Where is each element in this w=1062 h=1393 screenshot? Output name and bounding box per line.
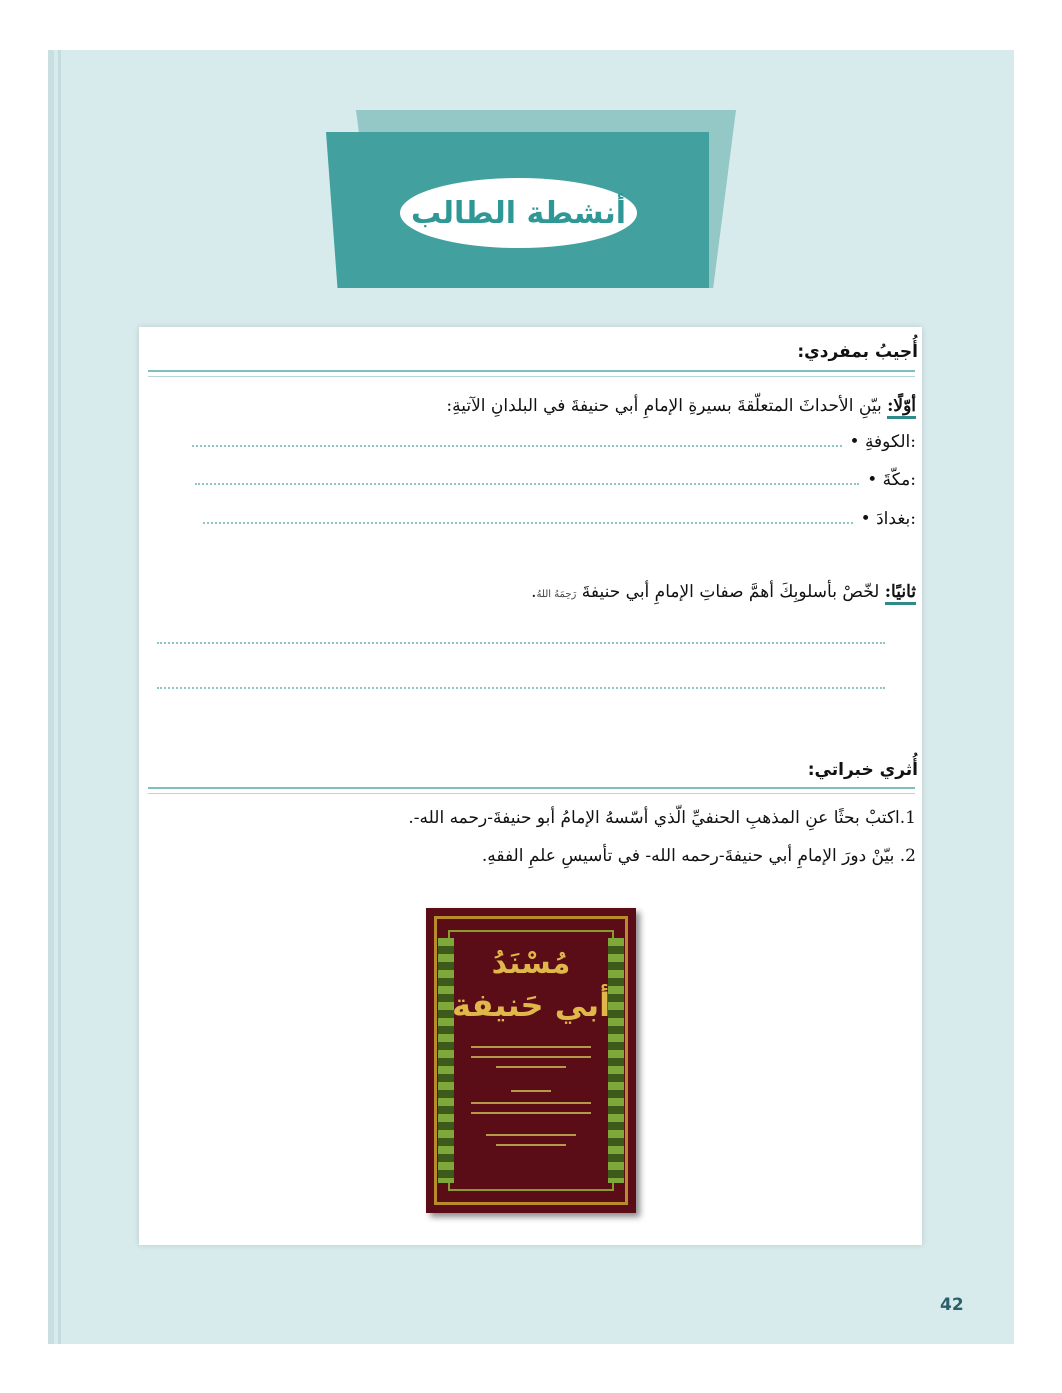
- banner-title: أنشطة الطالب: [411, 195, 626, 231]
- page-edge: [48, 50, 54, 1344]
- answer-line-traits-2[interactable]: [157, 687, 885, 689]
- answer-line-makkah[interactable]: [195, 482, 859, 485]
- question-1: [446, 396, 916, 416]
- page-number: 42: [940, 1295, 964, 1315]
- answer-row-makkah[interactable]: [195, 470, 916, 490]
- book-text-line: [471, 1102, 591, 1104]
- section-rule: [148, 370, 915, 377]
- answer-label-makkah: • مكّةَ:: [867, 470, 916, 490]
- enrich-item-2: 2. بيّنْ دورَ الإمامِ أبي حنيفةَ-رحمه الله- في تأسيسِ علمِ الفقهِ.: [481, 846, 916, 866]
- question-2: [531, 582, 916, 602]
- section-heading-enrich: أُثري خبراتي:: [807, 760, 918, 780]
- book-text-line: [471, 1112, 591, 1114]
- book-text-line: [511, 1090, 551, 1092]
- book-cover-image: [426, 908, 636, 1213]
- question-2-text: لخّصْ بأسلوبِكَ أهمَّ صفاتِ الإمامِ أبي حنيفةَ: [581, 582, 885, 602]
- honorific-text: رَحِمَهُ اللهُ: [536, 589, 577, 600]
- book-text-line: [496, 1144, 566, 1146]
- page-edge-inner: [58, 50, 61, 1344]
- answer-row-kufa[interactable]: [192, 432, 917, 452]
- answer-label-kufa: • الكوفةِ:: [849, 432, 916, 452]
- book-text-line: [471, 1056, 591, 1058]
- answer-label-baghdad: • بغدادَ:: [860, 509, 916, 529]
- book-text-line: [471, 1046, 591, 1048]
- answer-line-baghdad[interactable]: [203, 521, 853, 524]
- question-2-end: .: [531, 582, 537, 602]
- section-heading-solo: أُجيبُ بمفردي:: [797, 342, 918, 362]
- question-1-tag: أوّلًا:: [887, 396, 916, 419]
- book-title-line1: مُسْنَدُ: [491, 946, 571, 981]
- enrich-item-1: 1.اكتبْ بحثًا عنِ المذهبِ الحنفيِّ الّذي أسّسهُ الإمامُ أبو حنيفةَ-رحمه الله-.: [408, 808, 916, 828]
- answer-line-kufa[interactable]: [192, 444, 842, 447]
- answer-row-baghdad[interactable]: [203, 509, 916, 529]
- answer-line-traits-1[interactable]: [157, 642, 885, 644]
- section-rule-2: [148, 787, 915, 794]
- banner-title-box: [400, 178, 637, 248]
- book-title-line2: أبي حَنيفة: [451, 986, 611, 1024]
- question-1-text: بيّنِ الأحداثَ المتعلّقةَ بسيرةِ الإمامِ أبي حنيفةَ في البلدانِ الآتيةِ:: [446, 396, 888, 416]
- book-text-line: [496, 1066, 566, 1068]
- question-2-tag: ثانيًا:: [885, 582, 916, 605]
- book-text-line: [486, 1134, 576, 1136]
